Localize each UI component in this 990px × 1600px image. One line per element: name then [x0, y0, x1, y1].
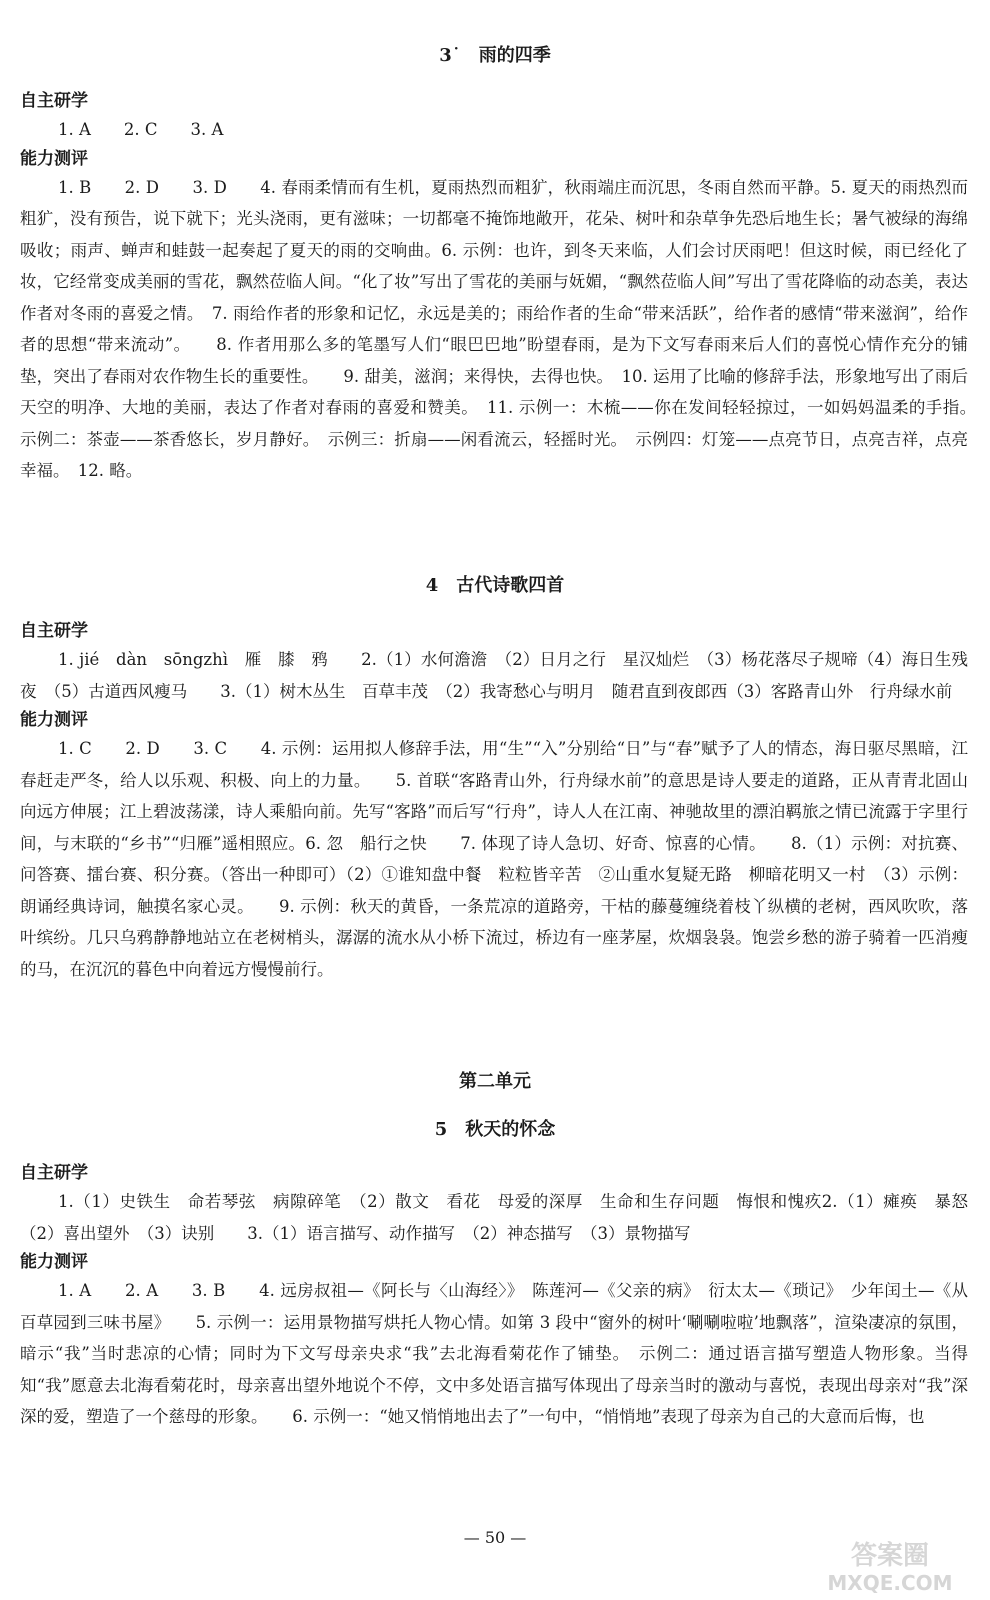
watermark-logo [800, 1540, 980, 1596]
page-number: — 50 — [463, 1528, 527, 1547]
lesson-3-self-study-heading: 自主研学 [20, 91, 88, 111]
lesson-5-self-study-heading: 自主研学 [20, 1163, 88, 1183]
lesson-4-assessment-heading: 能力测评 [20, 710, 88, 730]
lesson-5-self-study-answers: 1.（1）史铁生 命若琴弦 病隙碎笔 （2）散文 看花 母爱的深厚 生命和生存问题 悔恨和愧疚2.（1）瘫痪 暴怒 （2）喜出望外 （3）诀别 3.（1）语言描写、动作描写 （2）神态描写 （3）景物描写 [20, 1192, 985, 1243]
lesson-3-assessment-answers: 1. B 2. D 3. D 4. 春雨柔情而有生机，夏雨热烈而粗犷，秋雨端庄而沉思，冬雨自然而平静。5. 夏天的雨热烈而粗犷，没有预告，说下就下；光头浇雨，更有滋味；一切都毫不掩饰地敞开，花朵、树叶和杂草争先恐后地生长；暑气被绿的海绵吸收；雨声、蝉声和蛙鼓一起奏起了夏天的雨的交响曲。6. 示例：也许，到冬天来临，人们会讨厌雨吧！但这时候，雨已经化了妆，它经常变成美丽的雪花，飘然莅临人间。“化了妆”写出了雪花的美丽与妩媚，“飘然莅临人间”写出了雪花降临的动态美，表达作者对冬雨的喜爱之情。 7. 雨给作者的形象和记忆，永远是美的；雨给作者的生命“带来活跃”，给作者的感情“带来滋润”，给作者的思想“带来流动”。 8. 作者用那么多的笔墨写人们“眼巴巴地”盼望春雨，是为下文写春雨来后人们的喜悦心情作充分的铺垫，突出了春雨对农作物生长的重要性。 9. 甜美，滋润；来得快，去得也快。 10. 运用了比喻的修辞手法，形象地写出了雨后天空的明净、大地的美丽，表达了作者对春雨的喜爱和赞美。 11. 示例一：木梳——你在发间轻轻掠过，一如妈妈温柔的手指。 示例二：茶壶——茶香悠长，岁月静好。 示例三：折扇——闲看流云，轻摇时光。 示例四：灯笼——点亮节日，点亮吉祥，点亮幸福。 12. 略。 [20, 177, 985, 480]
svg-text:答案圈: 答案圈 [850, 1541, 930, 1571]
lesson-4-self-study-heading: 自主研学 [20, 621, 88, 641]
lesson-3-self-study-answers: 1. A 2. C 3. A [58, 120, 224, 139]
lesson-3-assessment-heading: 能力测评 [20, 148, 88, 169]
lesson-3-title: 3˙ 雨的四季 [439, 45, 551, 66]
svg-text:MXQE.COM: MXQE.COM [827, 1571, 953, 1595]
lesson-4-assessment-answers: 1. C 2. D 3. C 4. 示例：运用拟人修辞手法，用“生”“入”分别给“日”与“春”赋予了人的情态，海日驱尽黑暗，江春赶走严冬，给人以乐观、积极、向上的力量。 5. 首联“客路青山外，行舟绿水前”的意思是诗人要走的道路，正从青青北固山向远方伸展；江上碧波荡漾，诗人乘船向前。先写“客路”而后写“行舟”，诗人人在江南、神驰故里的漂泊羁旅之情已流露于字里行间，与末联的“乡书”“归雁”遥相照应。6. 忽 船行之快 7. 体现了诗人急切、好奇、惊喜的心情。 8.（1）示例：对抗赛、问答赛、擂台赛、积分赛。（答出一种即可）（2）①谁知盘中餐 粒粒皆辛苦 ②山重水复疑无路 柳暗花明又一村 （3）示例：朗诵经典诗词，触摸名家心灵。 9. 示例：秋天的黄昏，一条荒凉的道路旁，干枯的藤蔓缠绕着枝丫纵横的老树，西风吹吹，落叶缤纷。几只乌鸦静静地站立在老树梢头，潺潺的流水从小桥下流过，桥边有一座茅屋，炊烟袅袅。饱尝乡愁的游子骑着一匹消瘦的马，在沉沉的暮色中向着远方慢慢前行。 [20, 739, 968, 979]
lesson-4-title: 4 古代诗歌四首 [425, 575, 565, 596]
lesson-5-title: 5 秋天的怀念 [434, 1119, 556, 1140]
lesson-5-assessment-answers: 1. A 2. A 3. B 4. 远房叔祖—《阿长与〈山海经〉》 陈莲河—《父亲的病》 衍太太—《琐记》 少年闰土—《从百草园到三味书屋》 5. 示例一：运用景物描写烘托人物心情。如第 3 段中“窗外的树叶‘唰唰啦啦’地飘落”，渲染凄凉的氛围，暗示“我”当时悲凉的心情；同时为下文写母亲央求“我”去北海看菊花作了铺垫。 示例二：通过语言描写塑造人物形象。当得知“我”愿意去北海看菊花时，母亲喜出望外地说个不停，文中多处语言描写体现出了母亲当时的激动与喜悦，表现出母亲对“我”深深的爱，塑造了一个慈母的形象。 6. 示例一：“她又悄悄地出去了”一句中，“悄悄地”表现了母亲为自己的大意而后悔，也 [20, 1281, 968, 1426]
lesson-4-self-study-answers: 1. jié dàn sōngzhì 雁 膝 鸦 2.（1）水何澹澹 （2）日月之行 星汉灿烂 （3）杨花落尽子规啼（4）海日生残夜 （5）古道西风瘦马 3.（1）树木丛生 百草丰茂 （2）我寄愁心与明月 随君直到夜郎西（3）客路青山外 行舟绿水前 [20, 650, 968, 701]
lesson-5-assessment-heading: 能力测评 [20, 1252, 88, 1272]
unit-2-title: 第二单元 [459, 1071, 531, 1092]
